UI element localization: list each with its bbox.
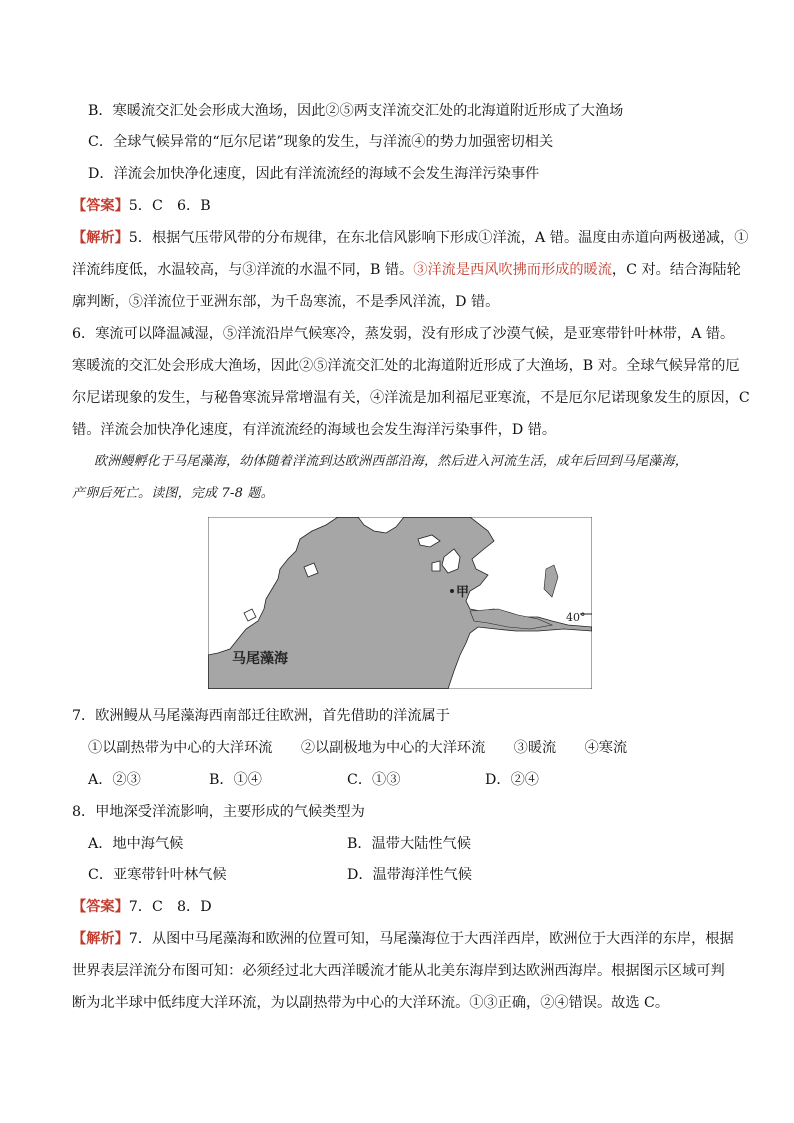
africa-land bbox=[448, 627, 592, 689]
analysis-line: 6．寒流可以降温减湿，⑤洋流沿岸气候寒冷，蒸发弱，没有形成了沙漠气候，是亚寒带针叶林带，A 错。 bbox=[72, 326, 735, 342]
q7-option-c: C．①③ bbox=[347, 772, 401, 788]
answer-1 bbox=[72, 196, 211, 216]
q7-items: ①以副热带为中心的大洋环流 ②以副极地为中心的大洋环流 ③暖流 ④寒流 bbox=[88, 740, 628, 756]
analysis-line: 洋流纬度低，水温较高，与③洋流的水温不同，B 错。 bbox=[72, 262, 414, 278]
ireland-land bbox=[432, 561, 440, 571]
q7-option-b: B．①④ bbox=[209, 772, 262, 788]
answer-tag: 【答案】 bbox=[72, 899, 129, 915]
analysis-line: 世界表层洋流分布图可知：必须经过北大西洋暖流才能从北美东海岸到达欧洲西海岸。根据图示区域可判 bbox=[72, 963, 725, 979]
intro-line: 欧洲鳗孵化于马尾藻海，幼体随着洋流到达欧洲西部沿海，然后进入河流生活，成年后回到马尾藻海， bbox=[94, 454, 689, 469]
atlantic-map bbox=[208, 517, 592, 689]
answer-text: 5．C 6．B bbox=[128, 198, 211, 214]
q8-option-a: A．地中海气候 bbox=[88, 836, 184, 852]
place-jia-label: 甲 bbox=[456, 585, 470, 600]
analysis-line: ，C 对。结合海陆轮 bbox=[611, 262, 741, 278]
analysis-line: 廓判断，⑤洋流位于亚洲东部，为千岛寒流，不是季风洋流，D 错。 bbox=[72, 294, 500, 310]
analysis-tag: 【解析】 bbox=[72, 931, 129, 947]
analysis-line: 错。洋流会加快净化速度，有洋流流经的海域也会发生海洋污染事件，D 错。 bbox=[72, 422, 557, 438]
option-b: B．寒暖流交汇处会形成大渔场，因此②⑤两支洋流交汇处的北海道附近形成了大渔场 bbox=[88, 103, 624, 119]
q7-stem: 7．欧洲鳗从马尾藻海西南部迁往欧洲，首先借助的洋流属于 bbox=[72, 708, 450, 724]
analysis-line: 5．根据气压带风带的分布规律，在东北信风影响下形成①洋流，A 错。温度由赤道向两极递减，① bbox=[128, 230, 749, 246]
q7-option-a: A．②③ bbox=[88, 772, 141, 788]
q8-option-d: D．温带海洋性气候 bbox=[347, 867, 472, 883]
q8-option-c: C．亚寒带针叶林气候 bbox=[88, 867, 227, 883]
answer-text: 7．C 8．D bbox=[128, 899, 212, 915]
place-jia-marker bbox=[450, 589, 454, 593]
answer-2 bbox=[72, 897, 212, 917]
intro-line: 产卵后死亡。读图，完成 7-8 题。 bbox=[72, 486, 274, 501]
latitude-label: 40° bbox=[566, 611, 586, 624]
sargasso-label: 马尾藻海 bbox=[232, 651, 288, 667]
option-c: C．全球气候异常的“厄尔尼诺”现象的发生，与洋流④的势力加强密切相关 bbox=[88, 134, 554, 150]
option-d: D．洋流会加快净化速度，因此有洋流流经的海域不会发生海洋污染事件 bbox=[88, 166, 540, 182]
analysis-line: 尔尼诺现象的发生，与秘鲁寒流异常增温有关，④洋流是加利福尼亚寒流，不是厄尔尼诺现象发生的原因，C bbox=[72, 390, 750, 406]
analysis-line: 断为北半球中低纬度大洋环流，为以副热带为中心的大洋环流。①③正确，②④错误。故选 C。 bbox=[72, 995, 670, 1011]
analysis-highlight: ③洋流是西风吹拂而形成的暖流 bbox=[413, 262, 612, 278]
analysis-line: 7．从图中马尾藻海和欧洲的位置可知，马尾藻海位于大西洋西岸，欧洲位于大西洋的东岸，根据 bbox=[128, 931, 734, 947]
q8-option-b: B．温带大陆性气候 bbox=[347, 836, 471, 852]
q8-stem: 8．甲地深受洋流影响，主要形成的气候类型为 bbox=[72, 804, 365, 820]
q7-option-d: D．②④ bbox=[485, 772, 539, 788]
analysis-line: 寒暖流的交汇处会形成大渔场，因此②⑤洋流交汇处的北海道附近形成了大渔场，B 对。全球气候异常的厄 bbox=[72, 358, 740, 374]
analysis-tag: 【解析】 bbox=[72, 230, 129, 246]
answer-tag: 【答案】 bbox=[72, 198, 129, 214]
